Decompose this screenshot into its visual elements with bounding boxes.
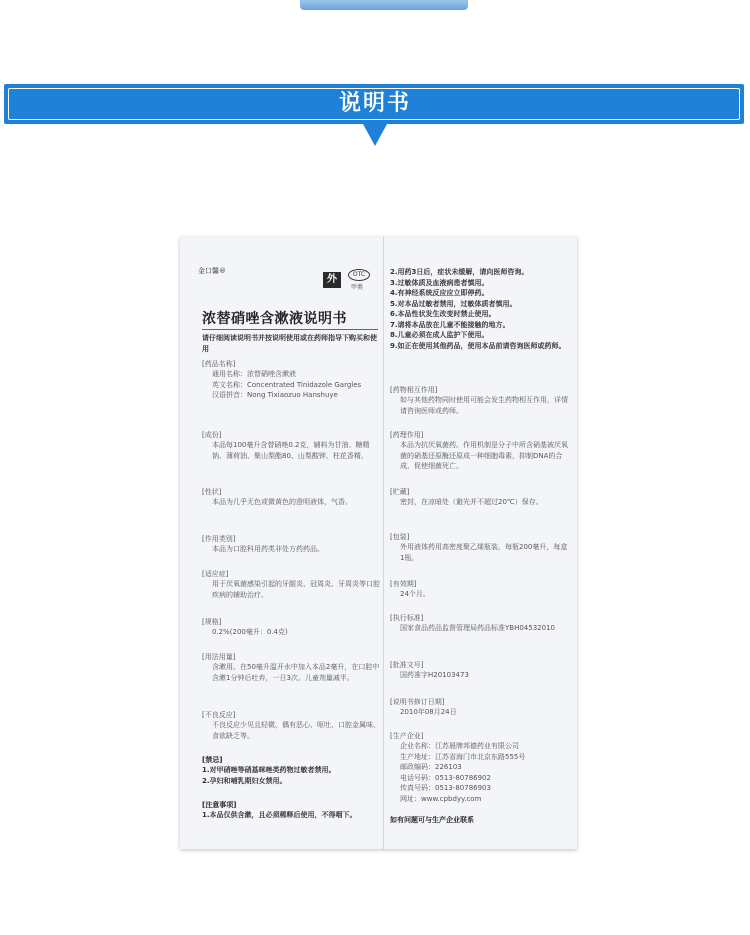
section-spec [202, 617, 380, 638]
list-item: 3.过敏体质及血液病患者慎用。 [390, 278, 489, 287]
section-heading: [性状] [202, 488, 222, 496]
section-heading: [包装] [390, 533, 410, 541]
section-body: 24个月。 [400, 590, 430, 598]
instruction-leaflet [180, 237, 577, 849]
section-body: 本品每100毫升含替硝唑0.2克，辅料为甘油、糖精钠、薄荷油、聚山梨酯80、山梨酸钾、柱花香精。 [212, 441, 370, 460]
section-body: 本品为口腔科用药类非处方药药品。 [212, 545, 324, 553]
section-body: 含漱用。在50毫升温开水中加入本品2毫升，在口腔中含漱1分钟后吐弃，一日3次。儿童剂量减半。 [212, 663, 380, 682]
section-body: 本品为抗厌氧菌药。作用机制是分子中所含硝基被厌氧菌的硝基还原酶还原成一种细胞毒素，抑制DNA的合成，促使细菌死亡。 [400, 441, 568, 470]
list-item: 4.有神经系统反应应立即停药。 [390, 289, 489, 297]
brand-logo: 金口馨® [198, 267, 226, 275]
list-item: 2.孕妇和哺乳期妇女禁用。 [202, 776, 287, 785]
section-dosage [202, 652, 380, 683]
list-item: 5.对本品过敏者禁用，过敏体质者慎用。 [390, 299, 517, 308]
list-item: 7.请将本品放在儿童不能接触的地方。 [390, 320, 510, 329]
section-ingredients [202, 430, 380, 461]
document-title: 浓替硝唑含漱液说明书 [202, 311, 347, 327]
manufacturer-line: 传真号码：0513-80786903 [400, 784, 491, 792]
banner-pointer-arrow [363, 124, 387, 146]
section-heading: [贮藏] [390, 488, 410, 496]
section-body: 如与其他药物同时使用可能会发生药物相互作用，详情请咨询医师或药师。 [400, 396, 568, 415]
list-item: 1.对甲硝唑等硝基咪唑类药物过敏者禁用。 [202, 766, 336, 774]
section-heading: [作用类别] [202, 535, 236, 543]
section-revision [390, 697, 570, 718]
section-body: 不良反应少见且轻微，偶有恶心、呕吐、口腔金属味、食欲缺乏等。 [212, 721, 380, 740]
section-contraindications [202, 755, 380, 786]
section-body: 国药准字H20103473 [400, 671, 469, 679]
english-name: 英文名称：Concentrated Tinidazole Gargles [212, 380, 362, 389]
section-heading: [成份] [202, 431, 222, 439]
section-interactions [390, 385, 570, 416]
external-use-badge: 外 [323, 272, 341, 288]
manufacturer-line: 电话号码：0513-80786902 [400, 773, 491, 782]
read-notice: 请仔细阅读说明书并按说明使用或在药师指导下购买和使用 [202, 334, 377, 353]
banner-title: 说明书 [338, 91, 411, 116]
section-heading: [有效期] [390, 580, 417, 588]
section-pharmacology [390, 430, 570, 472]
section-heading: [不良反应] [202, 711, 236, 719]
section-heading: [批准文号] [390, 661, 424, 669]
section-heading: [执行标准] [390, 614, 424, 622]
section-body: 用于厌氧菌感染引起的牙龈炎、冠周炎、牙周炎等口腔疾病的辅助治疗。 [212, 580, 380, 599]
section-standard [390, 613, 570, 634]
section-heading: [生产企业] [390, 732, 424, 740]
section-heading: [说明书修订日期] [390, 698, 445, 706]
section-validity [390, 579, 570, 600]
fold-line [383, 237, 384, 849]
section-drug-name [202, 359, 380, 401]
class-a-label: 甲类 [351, 284, 364, 291]
section-indications [202, 569, 380, 600]
section-body: 密封，在凉暗处（避光并不超过20℃）保存。 [400, 498, 543, 506]
section-heading: [药理作用] [390, 431, 424, 439]
section-manufacturer [390, 731, 570, 804]
section-heading: [用法用量] [202, 653, 236, 661]
section-body: 外用液体药用高密度聚乙烯瓶装，每瓶200毫升，每盒1瓶。 [400, 543, 568, 562]
otc-badge: OTC [348, 269, 370, 281]
contact-note: 如有问题可与生产企业联系 [390, 816, 474, 824]
section-category [202, 534, 380, 555]
list-item: 2.用药3日后，症状未缓解，请向医师咨询。 [390, 268, 529, 276]
section-heading: [规格] [202, 618, 222, 626]
list-item: 9.如正在使用其他药品，使用本品前请咨询医师或药师。 [390, 341, 566, 350]
section-heading: [药物相互作用] [390, 386, 438, 394]
section-heading: [禁忌] [202, 756, 223, 764]
section-body: 0.2%(200毫升：0.4克) [212, 628, 288, 636]
section-storage [390, 487, 570, 508]
precautions-continued [390, 267, 570, 351]
manufacturer-line: 网址：www.cpbdyy.com [400, 794, 482, 803]
section-precautions [202, 800, 380, 821]
pinyin-name: 汉语拼音：Nong Tixiaozuo Hanshuye [212, 391, 338, 399]
manufacturer-line: 企业名称：江苏晨牌邦德药业有限公司 [400, 742, 519, 750]
manufacturer-line: 生产地址：江苏省海门市北京东路555号 [400, 752, 526, 761]
top-tab-decoration [300, 0, 468, 10]
manufacturer-line: 邮政编码：226103 [400, 763, 462, 771]
section-adverse [202, 710, 380, 741]
section-body: 本品为几乎无色或微黄色的澄明液体，气香。 [212, 498, 352, 506]
section-approval [390, 660, 570, 681]
section-heading: [注意事项] [202, 801, 237, 809]
section-heading: [药品名称] [202, 360, 236, 368]
list-item: 8.儿童必须在成人监护下使用。 [390, 331, 489, 339]
section-heading: [适应症] [202, 570, 229, 578]
list-item: 6.本品性状发生改变时禁止使用。 [390, 310, 496, 318]
title-divider [202, 329, 378, 330]
list-item: 1.本品仅供含漱，且必须稀释后使用，不得咽下。 [202, 811, 357, 819]
section-package [390, 532, 570, 563]
section-body: 2010年08月24日 [400, 708, 457, 716]
common-name: 通用名称：浓替硝唑含漱液 [212, 370, 296, 378]
section-body: 国家食品药品监督管理局药品标准YBH04532010 [400, 624, 555, 632]
section-appearance [202, 487, 380, 508]
